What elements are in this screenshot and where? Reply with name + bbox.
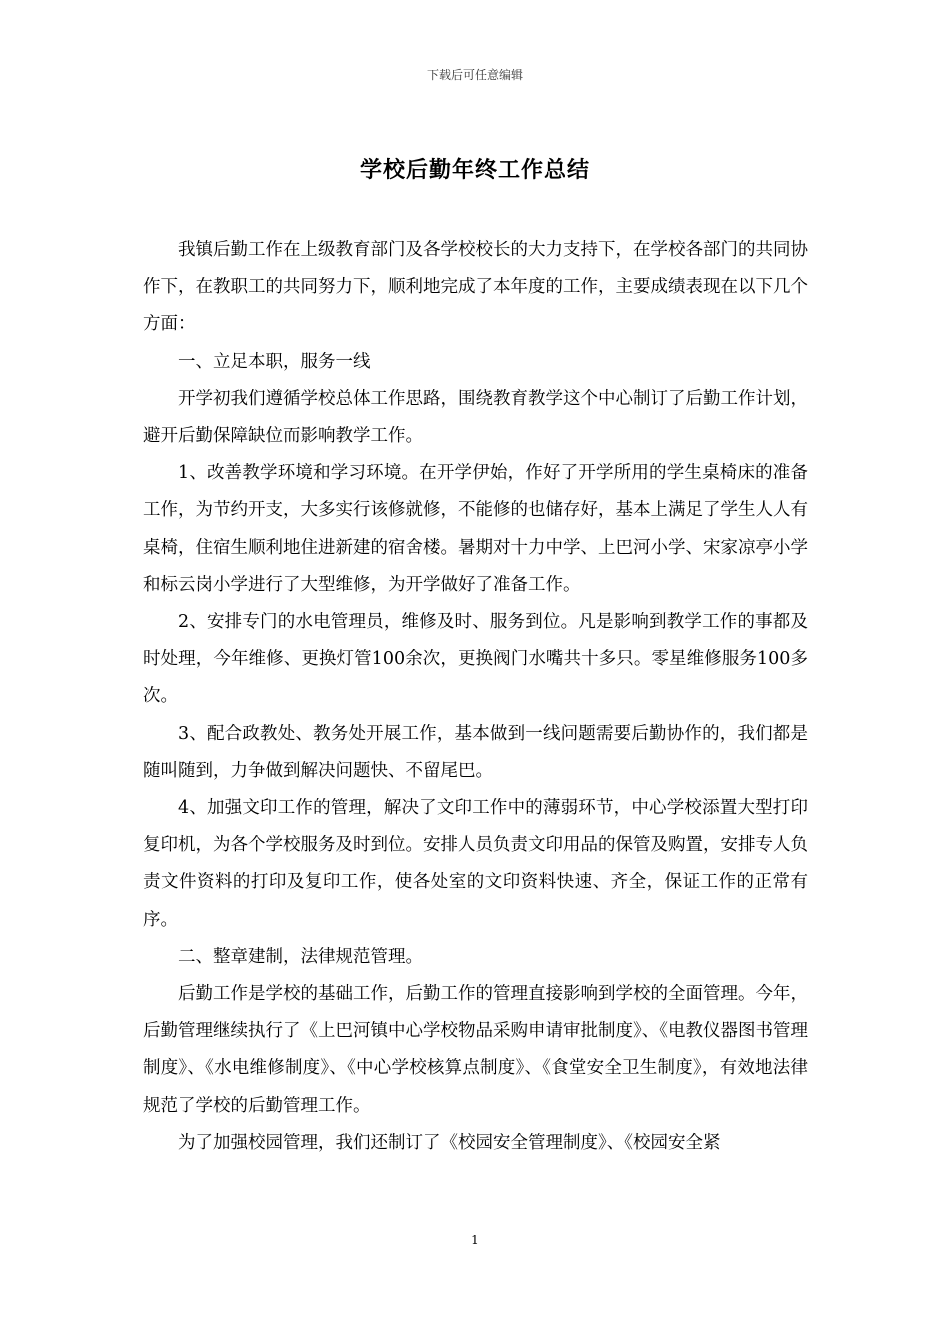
page-header: 下载后可任意编辑 [426,68,523,82]
paragraph: 1、改善教学环境和学习环境。在开学伊始，作好了开学所用的学生桌椅床的准备工作，为节约开支，大多实行该修就修，不能修的也储存好，基本上满足了学生人人有桌椅，住宿生顺利地住进新建的宿舍楼。暑期对十力中学、上巴河小学、宋家凉亭小学和标云岗小学进行了大型维修，为开学做好了准备工作。 [143,463,808,595]
paragraph: 4、加强文印工作的管理，解决了文印工作中的薄弱环节，中心学校添置大型打印复印机，为各个学校服务及时到位。安排人员负责文印用品的保管及购置，安排专人负责文件资料的打印及复印工作，使各处室的文印资料快速、齐全，保证工作的正常有序。 [143,798,808,930]
page-number: 1 [471,1233,479,1247]
paragraph: 后勤工作是学校的基础工作，后勤工作的管理直接影响到学校的全面管理。今年，后勤管理继续执行了《上巴河镇中心学校物品采购申请审批制度》、《电教仪器图书管理制度》、《水电维修制度》、《中心学校核算点制度》、《食堂安全卫生制度》，有效地法律规范了学校的后勤管理工作。 [143,984,808,1116]
paragraph: 2、安排专门的水电管理员，维修及时、服务到位。凡是影响到教学工作的事都及时处理，今年维修、更换灯管100余次，更换阀门水嘴共十多只。零星维修服务100多次。 [143,612,808,707]
paragraph: 我镇后勤工作在上级教育部门及各学校校长的大力支持下，在学校各部门的共同协作下，在教职工的共同努力下，顺利地完成了本年度的工作，主要成绩表现在以下几个方面： [143,240,808,335]
section-heading: 一、立足本职，服务一线 [178,351,371,372]
paragraph: 开学初我们遵循学校总体工作思路，围绕教育教学这个中心制订了后勤工作计划，避开后勤保障缺位而影响教学工作。 [143,388,808,447]
document-title: 学校后勤年终工作总结 [359,157,590,183]
section-heading: 二、整章建制，法律规范管理。 [178,946,423,967]
paragraph: 3、配合政教处、教务处开展工作，基本做到一线问题需要后勤协作的，我们都是随叫随到，力争做到解决问题快、不留尾巴。 [143,723,808,781]
paragraph: 为了加强校园管理，我们还制订了《校园安全管理制度》、《校园安全紧 [178,1132,721,1153]
document-body [143,232,808,1162]
